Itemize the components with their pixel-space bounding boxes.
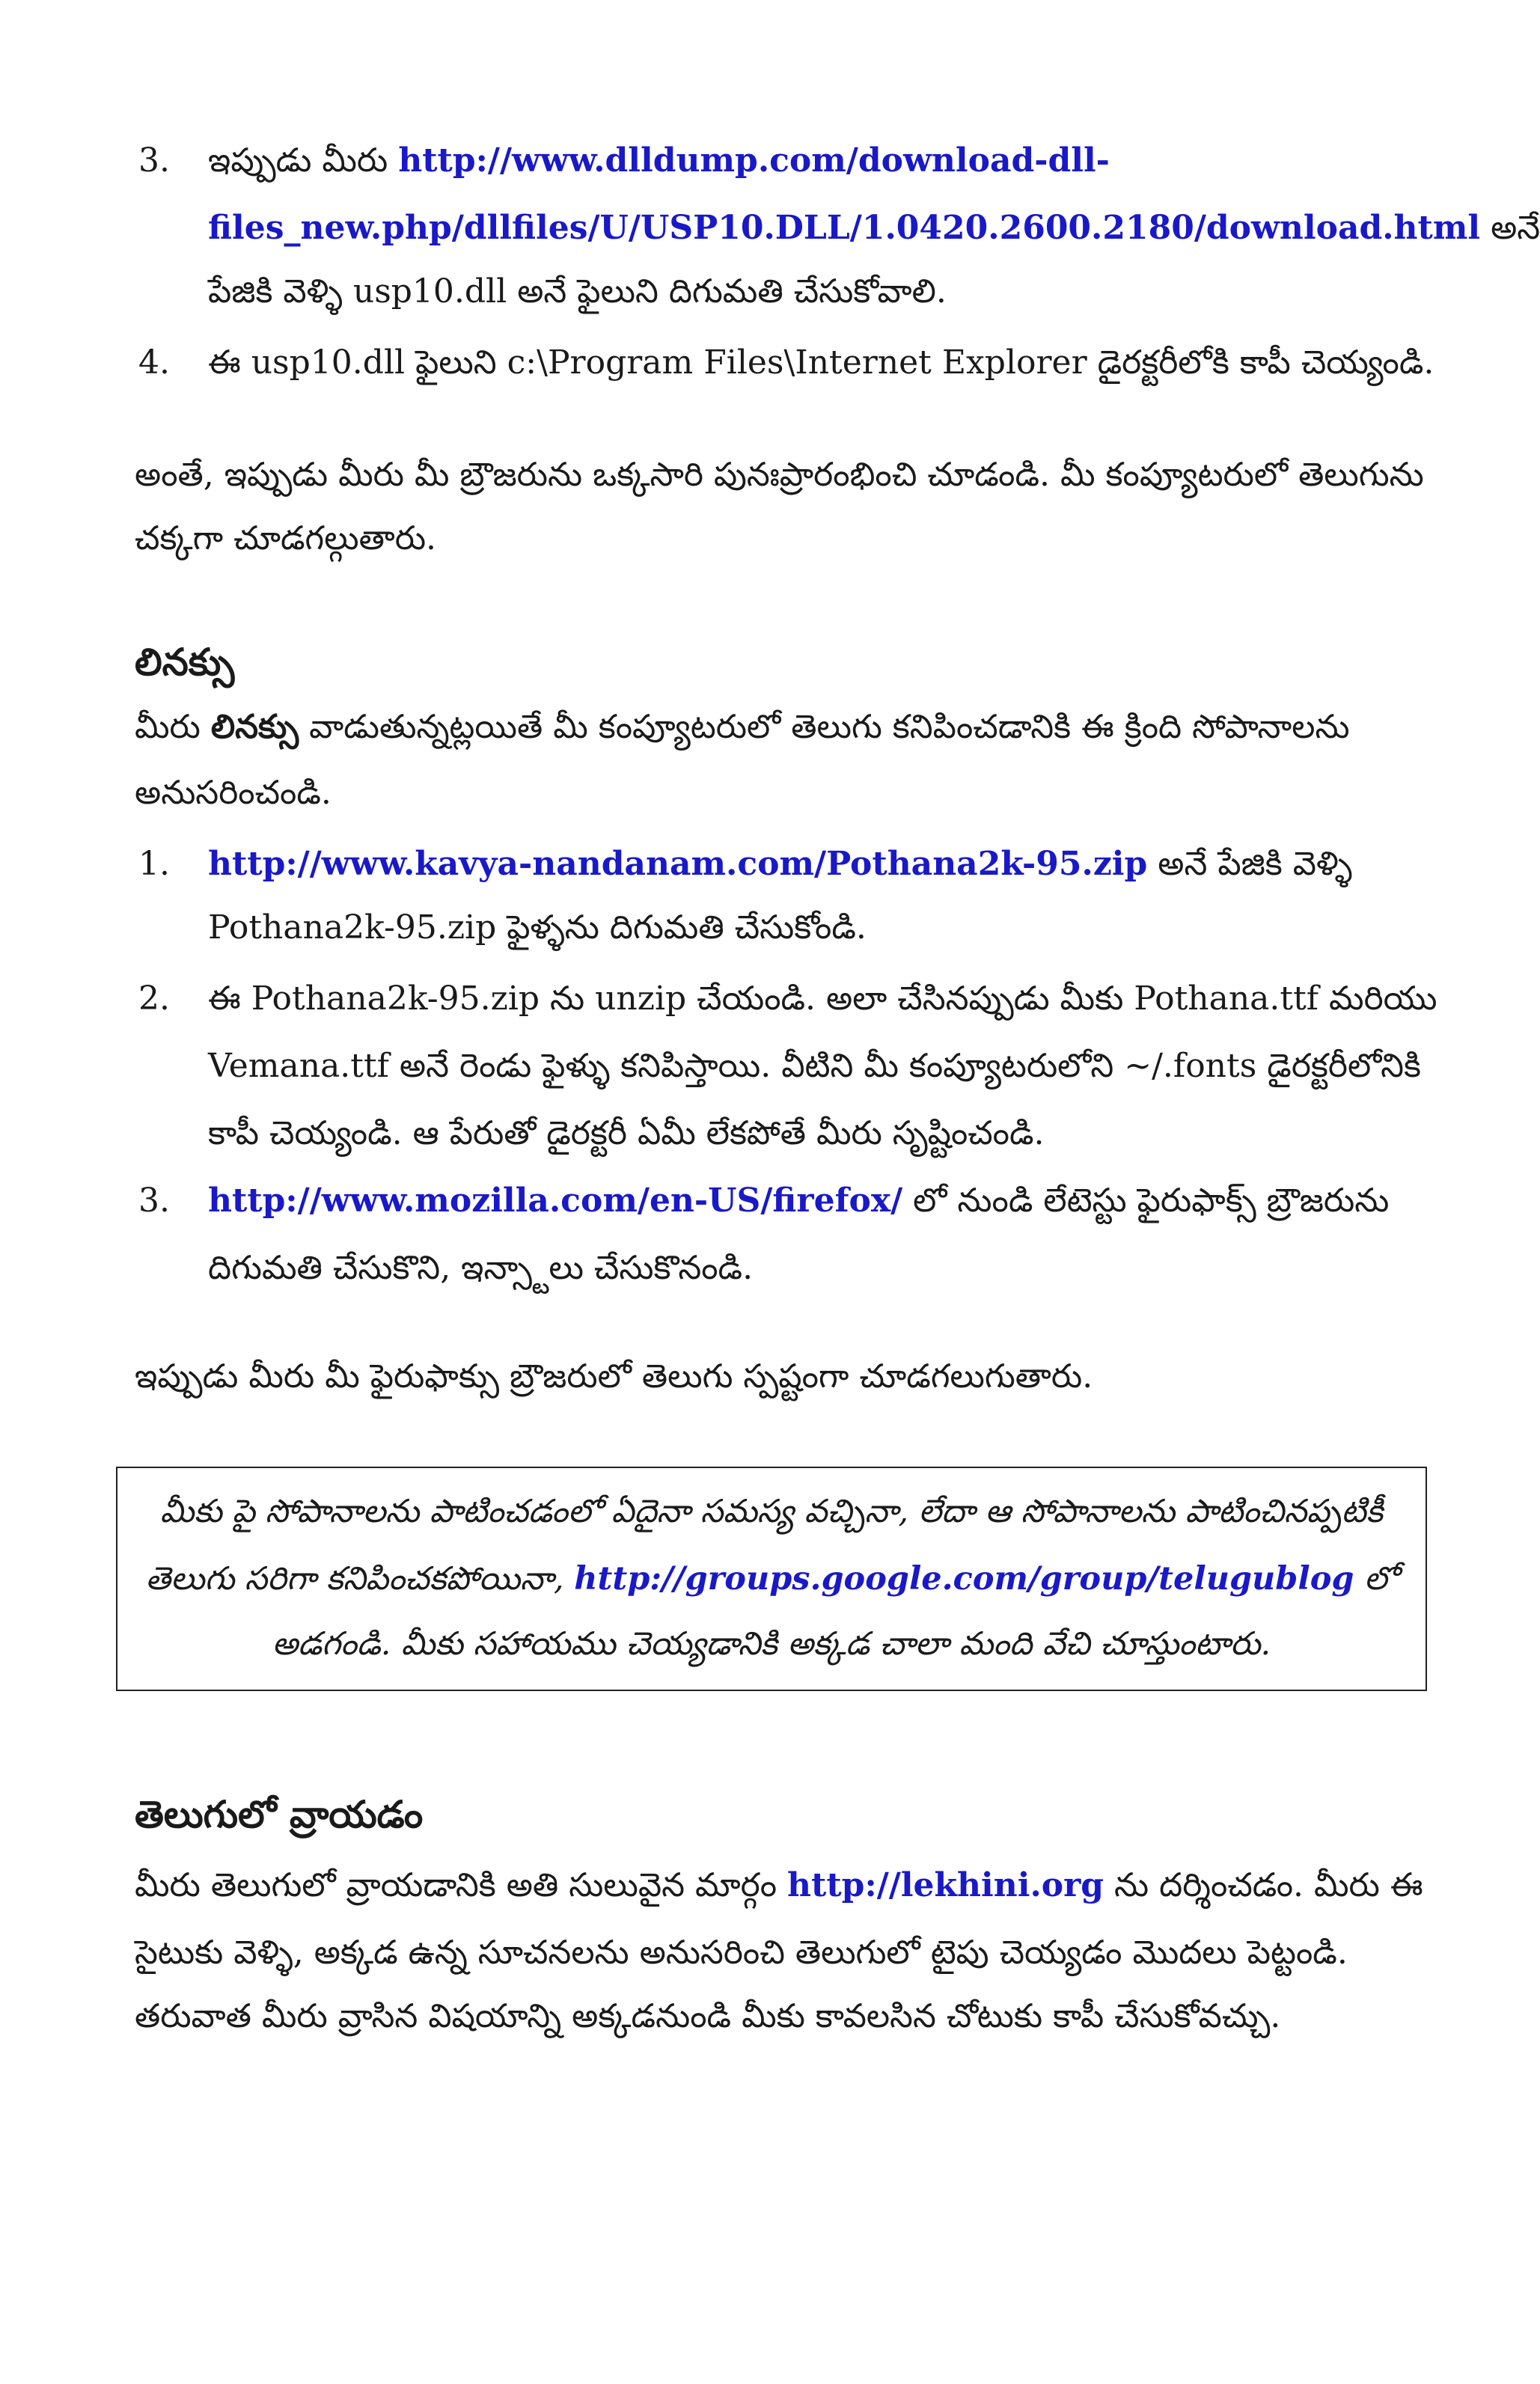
step-text: అనే పేజికి వెళ్ళి	[1147, 845, 1353, 883]
help-note-box	[116, 1467, 1427, 1691]
note-line	[117, 1556, 1426, 1601]
paragraph-line	[135, 705, 1350, 750]
step-line	[208, 842, 1352, 887]
text-part: ను దర్శించడం. మీరు ఈ	[1104, 1866, 1423, 1904]
step-number: 2.	[138, 979, 170, 1018]
step-text: Vemana.ttf అనే రెండు ఫైళ్ళు కనిపిస్తాయి. వీటిని మీ కంప్యూటరులోని ~/.fonts డైరక్టరీలోనికి	[208, 1047, 1422, 1085]
step-text: ఈ Pothana2k-95.zip ను unzip చేయండి. అలా చేసినప్పుడు మీకు Pothana.ttf మరియు	[208, 979, 1437, 1018]
note-line: అడగండి. మీకు సహాయము చెయ్యడానికి అక్కడ చాలా మంది వేచి చూస్తుంటారు.	[272, 1625, 1271, 1663]
text-part: మీరు తెలుగులో వ్రాయడానికి అతి సులువైన మార్గం	[135, 1866, 788, 1904]
step-text: దిగుమతి చేసుకొని, ఇన్స్టాలు చేసుకొనండి.	[208, 1249, 754, 1287]
step-text: పేజికి వెళ్ళి usp10.dll అనే ఫైలుని దిగుమతి చేసుకోవాలి.	[208, 272, 947, 311]
step-line	[208, 138, 1110, 183]
paragraph-line: అంతే, ఇప్పుడు మీరు మీ బ్రౌజరును ఒక్కసారి పునఃప్రారంభించి చూడండి. మీ కంప్యూటరులో తెలుగును	[135, 456, 1424, 494]
text-part: మీరు	[135, 708, 211, 746]
step-text: అనే	[1480, 209, 1540, 247]
pothana-zip-link[interactable]: http://www.kavya-nandanam.com/Pothana2k-95.zip	[208, 845, 1148, 883]
step-text: కాపీ చెయ్యండి. ఆ పేరుతో డైరక్టరీ ఏమీ లేకపోతే మీరు సృష్టించండి.	[208, 1114, 1045, 1152]
step-number: 4.	[138, 343, 170, 382]
paragraph-line: ఇప్పుడు మీరు మీ ఫైరుఫాక్సు బ్రౌజరులో తెలుగు స్పష్టంగా చూడగలుగుతారు.	[135, 1357, 1093, 1396]
paragraph-line: సైటుకు వెళ్ళి, అక్కడ ఉన్న సూచనలను అనుసరించి తెలుగులో టైపు చెయ్యడం మొదలు పెట్టండి.	[135, 1934, 1348, 1972]
google-groups-link[interactable]: http://groups.google.com/group/telugublog	[574, 1560, 1354, 1598]
note-text: తెలుగు సరిగా కనిపించకపోయినా,	[145, 1560, 575, 1598]
step-line	[208, 1179, 1389, 1223]
lekhini-link[interactable]: http://lekhini.org	[787, 1866, 1104, 1904]
text-bold: లినక్సు	[210, 708, 299, 746]
step-text: Pothana2k-95.zip ఫైళ్ళను దిగుమతి చేసుకోండి.	[208, 908, 867, 947]
paragraph-line	[135, 1863, 1423, 1908]
firefox-link[interactable]: http://www.mozilla.com/en-US/firefox/	[208, 1182, 903, 1220]
step-number: 3.	[138, 1182, 170, 1220]
step-text: ఈ usp10.dll ఫైలుని c:\Program Files\Internet Explorer డైరక్టరీలోకి కాపీ చెయ్యండి.	[208, 343, 1434, 382]
paragraph-line: చక్కగా చూడగల్గుతారు.	[135, 519, 437, 557]
section-heading-linux: లినక్సు	[135, 640, 235, 684]
dlldump-link-continued[interactable]: files_new.php/dllfiles/U/USP10.DLL/1.0420.2600.2180/download.html	[208, 209, 1481, 247]
note-text: లో	[1354, 1560, 1398, 1598]
paragraph-line: అనుసరించండి.	[135, 774, 331, 812]
text-part: వాడుతున్నట్లయితే మీ కంప్యూటరులో తెలుగు కనిపించడానికి ఈ క్రింది సోపానాలను	[299, 708, 1350, 746]
paragraph-line: తరువాత మీరు వ్రాసిన విషయాన్ని అక్కడనుండి మీకు కావలసిన చోటుకు కాపీ చేసుకోవచ్చు.	[135, 1997, 1281, 2035]
step-text: లో నుండి లేటెస్టు ఫైరుఫాక్స్ బ్రౌజరును	[902, 1182, 1390, 1220]
step-text: ఇప్పుడు మీరు	[208, 141, 399, 180]
note-line: మీకు పై సోపానాలను పాటించడంలో ఏదైనా సమస్య వచ్చినా, లేదా ఆ సోపానాలను పాటించినప్పటికీ	[159, 1493, 1384, 1530]
step-number: 3.	[138, 141, 170, 180]
section-heading-writing: తెలుగులో వ్రాయడం	[135, 1792, 424, 1836]
step-line	[208, 206, 1540, 251]
step-number: 1.	[138, 845, 170, 883]
dlldump-link[interactable]: http://www.dlldump.com/download-dll-	[398, 141, 1110, 180]
